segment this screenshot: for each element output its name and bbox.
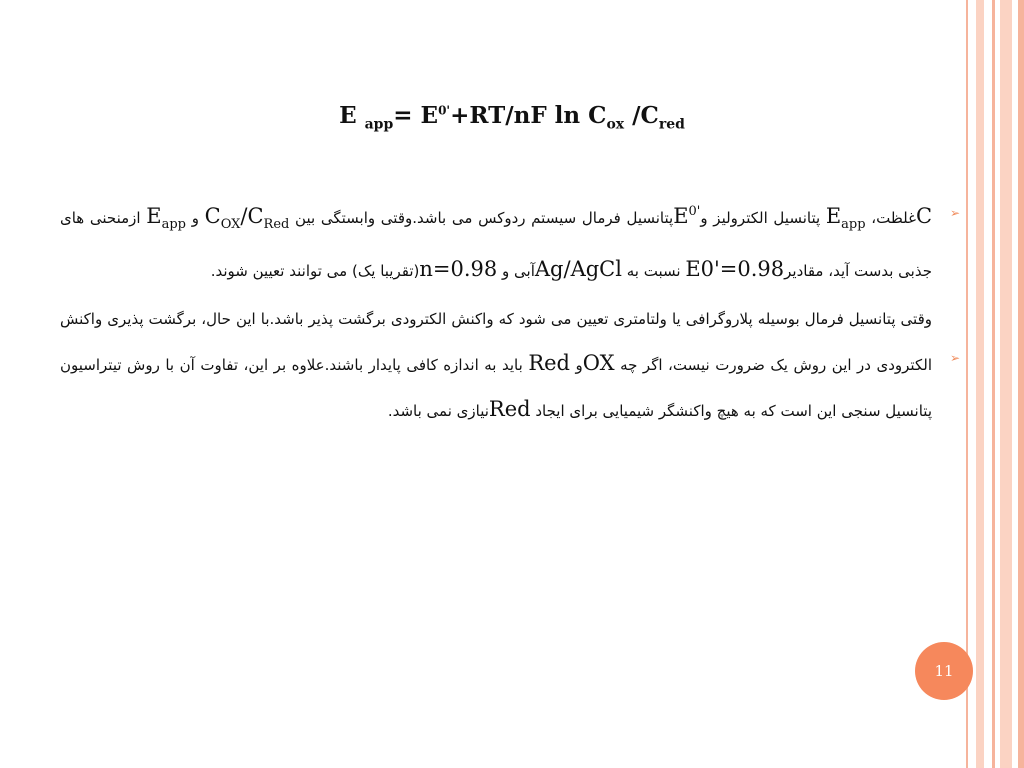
bullet-icon: ➢ bbox=[950, 351, 961, 365]
page-number: 11 bbox=[934, 662, 954, 680]
slide-content bbox=[60, 190, 932, 433]
page-number-badge bbox=[915, 642, 973, 700]
nernst-formula: E $_{app}= E^{0'}+RT/nF$ $\ln C_{ox}$ $/C_{red}$ bbox=[339, 102, 685, 133]
bullet-icon: ➢ bbox=[950, 206, 961, 220]
paragraph-2: وقتی پتانسیل فرمال بوسیله پلاروگرافی یا ولتامتری تعیین می شود که واکنش الکترودی برگشت پذیر باشد.با این حال، برگشت پذیری واکنش الکترودی در این روش یک ضرورت نیست، اگر چه OXو Red باید به اندازه کافی پایدار باشند.علاوه بر این، تفاوت آن با روش تیتراسیون پتانسیل سنجی این است که به هیچ واکنشگر شیمیایی برای ایجاد Redنیازی نمی باشد. bbox=[60, 310, 932, 422]
paragraph-1: Cغلظت، $E_{app}$ پتانسیل الکترولیز وE$^{0'}$پتانسیل فرمال سیستم ردوکس می باشد.وقتی وابستگی بین $C_{OX}/C_{Red}$ و $E_{app}$ ازمنحنی های جذبی بدست آید، مقادیرE0'=0.98 نسبت به Ag/AgClآبی و n=0.98(تقریبا یک) می توانند تعیین شوند. bbox=[60, 204, 933, 282]
